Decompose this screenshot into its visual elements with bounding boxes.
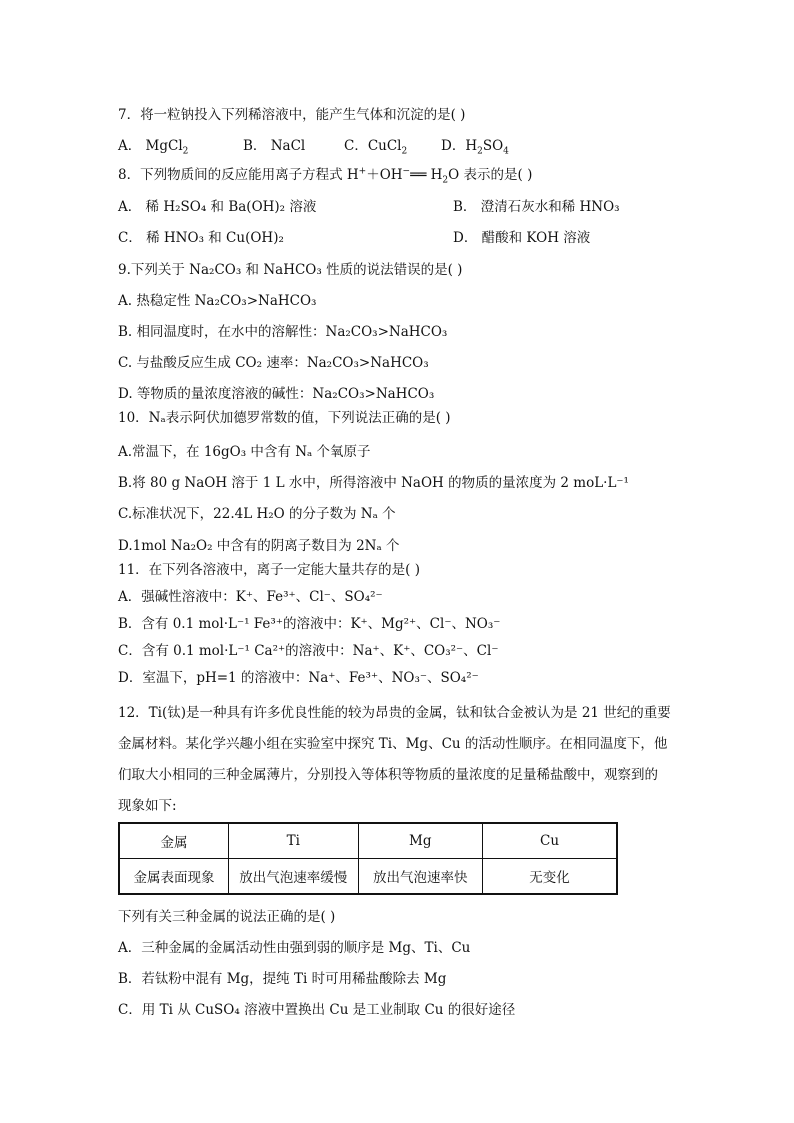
q10-stem: 10．Nₐ表示阿伏加德罗常数的值，下列说法正确的是( ) (118, 410, 451, 426)
q8-option-c: C． 稀 HNO₃ 和 Cu(OH)₂ (118, 230, 284, 246)
q9-option-b: B. 相同温度时，在水中的溶解性：Na₂CO₃>NaHCO₃ (118, 324, 448, 340)
table-cell: 放出气泡速率快 (358, 859, 483, 895)
q7-option-d: D．$H_2SO_4$ (441, 138, 509, 157)
table-cell: 无变化 (483, 859, 617, 895)
table-row (119, 859, 617, 895)
q9-option-c: C. 与盐酸反应生成 CO₂ 速率：Na₂CO₃>NaHCO₃ (118, 355, 429, 371)
q12-option-b: B．若钛粉中混有 Mg，提纯 Ti 时可用稀盐酸除去 Mg (118, 971, 447, 987)
table-header-cell: Ti (229, 823, 358, 859)
q12-question: 下列有关三种金属的说法正确的是( ) (118, 909, 336, 925)
q10-option-a: A.常温下，在 16gO₃ 中含有 Nₐ 个氧原子 (118, 444, 371, 460)
q7-option-b: B． NaCl (243, 138, 306, 154)
table-cell: 放出气泡速率缓慢 (229, 859, 358, 895)
q10-option-d: D.1mol Na₂O₂ 中含有的阴离子数目为 2Nₐ 个 (118, 538, 400, 554)
q11-option-d: D．室温下，pH=1 的溶液中：Na⁺、Fe³⁺、NO₃⁻、SO₄²⁻ (118, 670, 479, 686)
q12-stem-line1: 12．Ti(钛)是一种具有许多优良性能的较为昂贵的金属，钛和钛合金被认为是 21 世纪的重要 (118, 705, 671, 721)
q9-stem: 9.下列关于 Na₂CO₃ 和 NaHCO₃ 性质的说法错误的是( ) (118, 262, 463, 278)
q9-option-a: A. 热稳定性 Na₂CO₃>NaHCO₃ (118, 293, 317, 309)
table-header-cell: 金属 (119, 823, 229, 859)
q12-option-c: C．用 Ti 从 CuSO₄ 溶液中置换出 Cu 是工业制取 Cu 的很好途径 (118, 1002, 516, 1018)
q12-stem-line2: 金属材料。某化学兴趣小组在实验室中探究 Ti、Mg、Cu 的活动性顺序。在相同温度下，他 (118, 736, 668, 752)
q12-stem-line3: 们取大小相同的三种金属薄片，分别投入等体积等物质的量浓度的足量稀盐酸中，观察到的 (118, 767, 658, 783)
q7-option-a: A． MgCl$_2$ (118, 138, 189, 157)
q9-option-d: D. 等物质的量浓度溶液的碱性：Na₂CO₃>NaHCO₃ (118, 386, 435, 402)
table-header-row (119, 823, 617, 859)
q11-option-b: B．含有 0.1 mol·L⁻¹ Fe³⁺的溶液中：K⁺、Mg²⁺、Cl⁻、NO₃⁻ (118, 616, 501, 632)
metal-observation-table (118, 822, 618, 895)
q8-option-d: D． 醋酸和 KOH 溶液 (453, 230, 591, 246)
q12-option-a: A．三种金属的金属活动性由强到弱的顺序是 Mg、Ti、Cu (118, 940, 471, 956)
table-header-cell: Cu (483, 823, 617, 859)
q8-option-a: A． 稀 H₂SO₄ 和 Ba(OH)₂ 溶液 (118, 199, 317, 215)
q8-stem: 8．下列物质间的反应能用离子方程式 H+＋OH−══ $H_2O$ 表示的是( ) (118, 166, 533, 186)
q11-option-a: A．强碱性溶液中：K⁺、Fe³⁺、Cl⁻、SO₄²⁻ (118, 589, 383, 605)
q8-option-b: B． 澄清石灰水和稀 HNO₃ (453, 199, 620, 215)
q10-option-b: B.将 80 g NaOH 溶于 1 L 水中，所得溶液中 NaOH 的物质的量浓度为 2 moL·L⁻¹ (118, 475, 629, 491)
q7-option-c: C．CuCl$_2$ (344, 138, 408, 157)
table-cell: 金属表面现象 (119, 859, 229, 895)
q10-option-c: C.标准状况下，22.4L H₂O 的分子数为 Nₐ 个 (118, 506, 396, 522)
table-header-cell: Mg (358, 823, 483, 859)
q11-stem: 11．在下列各溶液中，离子一定能大量共存的是( ) (118, 562, 421, 578)
q7-stem: 7．将一粒钠投入下列稀溶液中，能产生气体和沉淀的是( ) (118, 107, 466, 123)
q12-stem-line4: 现象如下: (118, 798, 177, 814)
q11-option-c: C．含有 0.1 mol·L⁻¹ Ca²⁺的溶液中：Na⁺、K⁺、CO₃²⁻、Cl⁻ (118, 643, 499, 659)
